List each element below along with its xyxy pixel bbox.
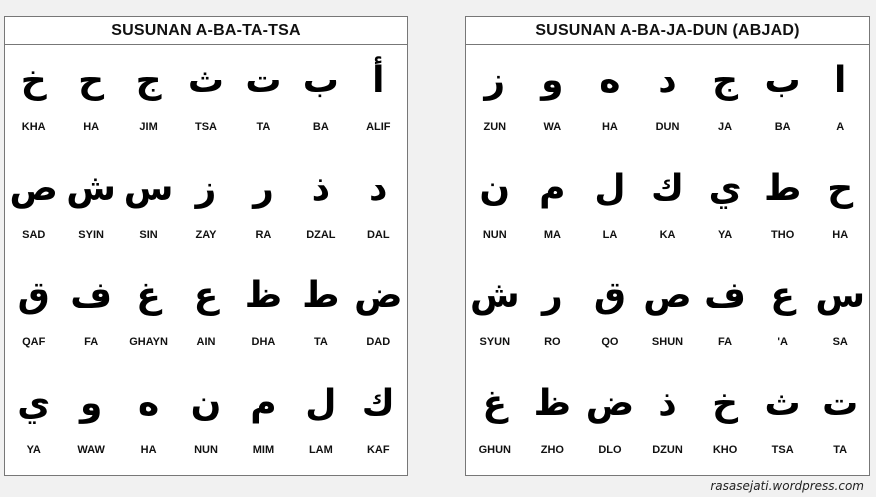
arabic-letter: ت (245, 60, 282, 101)
arabic-letter: س (123, 167, 174, 209)
arabic-letter: ع (770, 275, 795, 316)
letter-cell (466, 45, 524, 153)
arabic-letter: ع (193, 275, 219, 316)
letter-cell (466, 153, 524, 261)
letter-name: DHA (251, 336, 276, 348)
letter-cell (235, 368, 292, 476)
arabic-letter: ل (594, 167, 626, 209)
arabic-letter: ر (253, 167, 274, 209)
letter-name: LAM (308, 443, 333, 456)
letter-name: KAF (366, 443, 390, 456)
letter-cell (639, 368, 697, 476)
letter-name: SA (832, 336, 848, 348)
letter-cell (120, 260, 177, 368)
arabic-letter: ف (704, 275, 746, 316)
letter-cell (639, 153, 697, 261)
panel-title: SUSUNAN A-BA-TA-TSA (5, 17, 407, 45)
letter-cell (350, 368, 407, 476)
arabic-letter: م (539, 167, 566, 209)
arabic-letter: ب (302, 60, 339, 101)
letter-cell (62, 368, 119, 476)
letter-cell (639, 260, 697, 368)
letter-name: NUN (194, 443, 218, 456)
letter-name: QAF (22, 336, 46, 348)
arabic-letter: ش (66, 167, 116, 209)
letter-cell (581, 153, 639, 261)
letter-name: ZUN (483, 121, 507, 133)
letter-name: SIN (139, 228, 158, 241)
letter-name: BA (312, 121, 329, 133)
arabic-letter: ض (354, 275, 403, 316)
letter-name: THO (771, 228, 795, 241)
letter-cell (177, 260, 234, 368)
letter-cell (524, 368, 582, 476)
letter-name: RA (255, 228, 272, 241)
letter-cell (292, 368, 349, 476)
letter-cell (350, 45, 407, 153)
arabic-letter: ج (712, 60, 739, 101)
letter-name: SYIN (78, 228, 104, 241)
letter-cell (350, 260, 407, 368)
letter-name: WA (543, 121, 562, 133)
letter-cell (696, 45, 754, 153)
panel-hijaiyah-order (4, 16, 408, 476)
arabic-letter: و (541, 60, 564, 101)
arabic-letter: ك (651, 167, 684, 209)
letter-cell (581, 368, 639, 476)
letter-name: LA (602, 228, 618, 241)
letter-cell (754, 368, 812, 476)
letter-cell (696, 368, 754, 476)
letter-name: GHUN (478, 443, 511, 456)
arabic-letter: ز (195, 167, 217, 209)
letter-name: DZUN (652, 443, 683, 456)
arabic-letter: ف (70, 275, 113, 316)
arabic-letter: ه (599, 60, 621, 101)
letter-name: QO (601, 336, 619, 348)
arabic-letter: د (658, 60, 677, 101)
letter-name: DLO (598, 443, 622, 456)
letter-name: DAD (366, 336, 391, 348)
letter-name: SYUN (479, 336, 511, 348)
letter-name: HA (83, 121, 100, 133)
letter-name: YA (717, 228, 733, 241)
arabic-letter: ص (643, 275, 692, 316)
letter-name: GHAYN (129, 336, 168, 348)
letter-name: 'A (777, 336, 788, 348)
letter-cell (754, 260, 812, 368)
letter-cell (120, 153, 177, 261)
letter-name: JA (718, 121, 733, 133)
arabic-letter: ز (484, 60, 506, 101)
letter-cell (62, 153, 119, 261)
letter-cell (5, 45, 62, 153)
letter-cell (466, 260, 524, 368)
arabic-letter: ه (137, 382, 160, 424)
letter-cell (639, 45, 697, 153)
arabic-letter: ط (302, 275, 340, 316)
letter-cell (62, 260, 119, 368)
source-credit: rasasejati.wordpress.com (710, 479, 864, 493)
letter-cell (5, 153, 62, 261)
letter-name: A (836, 121, 845, 133)
letter-grid (5, 45, 407, 475)
letter-cell (177, 45, 234, 153)
letter-name: ZAY (195, 228, 217, 241)
arabic-letter: ح (78, 60, 105, 101)
letter-name: TSA (771, 443, 794, 456)
letter-cell (524, 260, 582, 368)
letter-name: ALIF (366, 121, 391, 133)
letter-name: NUN (482, 228, 507, 241)
panel-title: SUSUNAN A-BA-JA-DUN (ABJAD) (466, 17, 869, 45)
arabic-letter: ي (708, 167, 742, 209)
letter-cell (120, 368, 177, 476)
letter-name: FA (718, 336, 733, 348)
arabic-letter: ك (361, 382, 395, 424)
letter-cell (466, 368, 524, 476)
letter-name: DUN (655, 121, 680, 133)
arabic-letter: ض (585, 382, 635, 424)
letter-name: TA (313, 336, 328, 348)
letter-name: MA (543, 228, 561, 241)
letter-cell (696, 153, 754, 261)
letter-name: KHA (21, 121, 46, 133)
letter-cell (696, 260, 754, 368)
letter-cell (811, 260, 869, 368)
letter-cell (581, 260, 639, 368)
arabic-letter: ص (9, 167, 58, 209)
arabic-letter: خ (20, 60, 47, 101)
letter-cell (524, 153, 582, 261)
arabic-letter: ث (764, 382, 801, 424)
letter-cell (62, 45, 119, 153)
arabic-letter: ذ (311, 167, 331, 209)
arabic-letter: غ (136, 275, 161, 316)
arabic-letter: ذ (658, 382, 677, 424)
letter-name: ZHO (540, 443, 564, 456)
arabic-letter: ق (593, 275, 627, 316)
letter-cell (292, 45, 349, 153)
letter-name: SHUN (651, 336, 684, 348)
arabic-letter: خ (712, 382, 739, 424)
arabic-letter: د (369, 167, 388, 209)
letter-cell (120, 45, 177, 153)
letter-name: RO (544, 336, 561, 348)
arabic-letter: ر (542, 275, 563, 316)
arabic-letter: ش (469, 275, 520, 316)
arabic-letter: ق (17, 275, 50, 316)
arabic-letter: ج (135, 60, 162, 101)
letter-name: KHO (712, 443, 738, 456)
panel-abjad-order (465, 16, 870, 476)
letter-name: HA (140, 443, 157, 456)
letter-name: DAL (366, 228, 390, 241)
arabic-letter: ل (305, 382, 337, 424)
letter-name: DZAL (306, 228, 336, 241)
arabic-letter: ب (764, 60, 801, 101)
arabic-letter: ت (822, 382, 859, 424)
letter-cell (350, 153, 407, 261)
letter-name: TA (256, 121, 271, 133)
letter-cell (235, 260, 292, 368)
letter-name: AIN (196, 336, 216, 348)
letter-name: SAD (22, 228, 46, 241)
letter-name: JIM (139, 121, 158, 133)
letter-cell (754, 153, 812, 261)
letter-cell (177, 368, 234, 476)
arabic-letter: و (79, 382, 103, 424)
letter-cell (811, 368, 869, 476)
letter-name: HA (601, 121, 618, 133)
letter-name: HA (832, 228, 849, 241)
letter-cell (524, 45, 582, 153)
letter-grid (466, 45, 869, 475)
arabic-letter: ط (763, 167, 802, 209)
letter-cell (235, 45, 292, 153)
arabic-letter: ي (17, 382, 51, 424)
letter-name: FA (84, 336, 99, 348)
arabic-letter: ن (190, 382, 222, 424)
arabic-letter: ح (827, 167, 854, 209)
letter-cell (292, 153, 349, 261)
letter-cell (811, 153, 869, 261)
arabic-letter: ا (834, 60, 847, 101)
letter-cell (754, 45, 812, 153)
letter-name: TA (833, 443, 848, 456)
letter-name: BA (774, 121, 791, 133)
letter-cell (5, 368, 62, 476)
letter-name: KA (659, 228, 676, 241)
arabic-letter: س (815, 275, 866, 316)
letter-name: MIM (252, 443, 275, 456)
letter-cell (235, 153, 292, 261)
arabic-letter: ن (479, 167, 511, 209)
letter-cell (581, 45, 639, 153)
letter-name: YA (26, 443, 41, 456)
arabic-letter: ظ (244, 275, 283, 316)
arabic-letter: م (250, 382, 277, 424)
letter-cell (177, 153, 234, 261)
letter-name: TSA (195, 121, 217, 133)
arabic-letter: أ (372, 60, 385, 101)
arabic-letter: غ (482, 382, 508, 424)
letter-cell (5, 260, 62, 368)
letter-cell (811, 45, 869, 153)
arabic-letter: ظ (533, 382, 572, 424)
letter-name: WAW (77, 443, 105, 456)
letter-cell (292, 260, 349, 368)
arabic-letter: ث (187, 60, 225, 101)
